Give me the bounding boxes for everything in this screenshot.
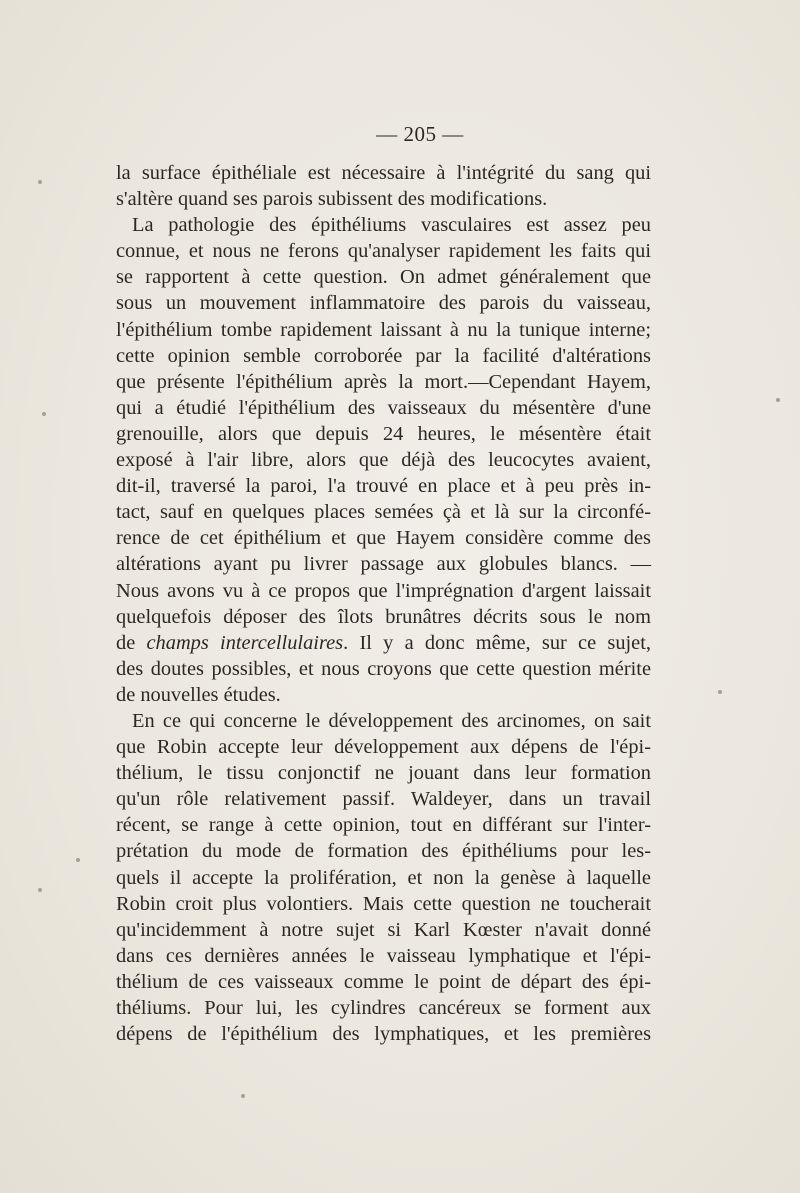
paper-speck [42,412,46,416]
text-line: dans ces dernières années le vaisseau lymphatique et l'épi- [116,944,651,967]
text-line: de nouvelles études. [116,683,281,706]
text-line: rence de cet épithélium et que Hayem considère comme des [116,527,651,550]
text-line: prétation du mode de formation des épithéliums pour les- [116,840,651,863]
text-line: quelquefois déposer des îlots brunâtres décrits sous le nom [116,605,651,628]
text-line: Robin croit plus volontiers. Mais cette question ne toucherait [116,892,651,915]
text-line: altérations ayant pu livrer passage aux globules blancs. — [116,553,651,576]
text-line: dit-il, traversé la paroi, l'a trouvé en place et à peu près in- [116,475,651,498]
paper-speck [38,180,42,184]
text-line: thélium, le tissu conjonctif ne jouant dans leur formation [116,762,651,785]
italic-term: champs intercellulaires [146,631,344,654]
text-line: sous un mouvement inflammatoire des parois du vaisseau, [116,292,651,315]
text-line: se rapportent à cette question. On admet généralement que [116,266,651,289]
text-line: quels il accepte la prolifération, et non la genèse à laquelle [116,866,651,889]
text-line: tact, sauf en quelques places semées çà et là sur la circonfé- [116,501,651,524]
text-line: exposé à l'air libre, alors que déjà des leucocytes avaient, [116,449,651,472]
text-line: qu'incidemment à notre sujet si Karl Kœster n'avait donné [116,918,651,941]
text-line: des doutes possibles, et nous croyons que cette question mérite [116,657,651,680]
paper-speck [241,1094,245,1098]
text-line: s'altère quand ses parois subissent des modifications. [116,188,548,211]
text-line: connue, et nous ne ferons qu'analyser rapidement les faits qui [116,240,651,263]
text-line: qu'un rôle relativement passif. Waldeyer, dans un travail [116,788,651,811]
paper-speck [718,690,722,694]
paper-speck [76,858,80,862]
page-number: — 205 — [376,122,464,146]
text-line: théliums. Pour lui, les cylindres cancéreux se forment aux [116,997,651,1019]
text-line: grenouille, alors que depuis 24 heures, le mésentère était [116,422,651,445]
text-line: récent, se range à cette opinion, tout en différant sur l'inter- [116,814,651,837]
text-line: que présente l'épithélium après la mort.—Cependant Hayem, [116,370,651,393]
text-line: que Robin accepte leur développement aux dépens de l'épi- [116,736,651,759]
text-fragment: . Il y a donc même, sur ce sujet, [343,631,651,654]
text-line: thélium de ces vaisseaux comme le point de départ des épi- [116,970,651,993]
text-fragment: de [116,631,136,654]
text-line: l'épithélium tombe rapidement laissant à nu la tunique interne; [116,318,651,341]
paper-speck [776,398,780,402]
paragraph-start-line: La pathologie des épithéliums vasculaires est assez peu [132,214,651,237]
text-line: dépens de l'épithélium des lymphatiques, et les premières [116,1023,651,1046]
text-line: cette opinion semble corroborée par la facilité d'altérations [116,344,651,367]
paper-speck [38,888,42,892]
text-line: Nous avons vu à ce propos que l'imprégnation d'argent laissait [116,579,651,602]
text-line-with-italic [116,630,651,656]
text-line: qui a étudié l'épithélium des vaisseaux du mésentère d'une [116,396,651,419]
body-text [116,160,651,1047]
text-line: la surface épithéliale est nécessaire à l'intégrité du sang qui [116,162,651,184]
paragraph-start-line: En ce qui concerne le développement des arcinomes, on sait [132,709,651,732]
